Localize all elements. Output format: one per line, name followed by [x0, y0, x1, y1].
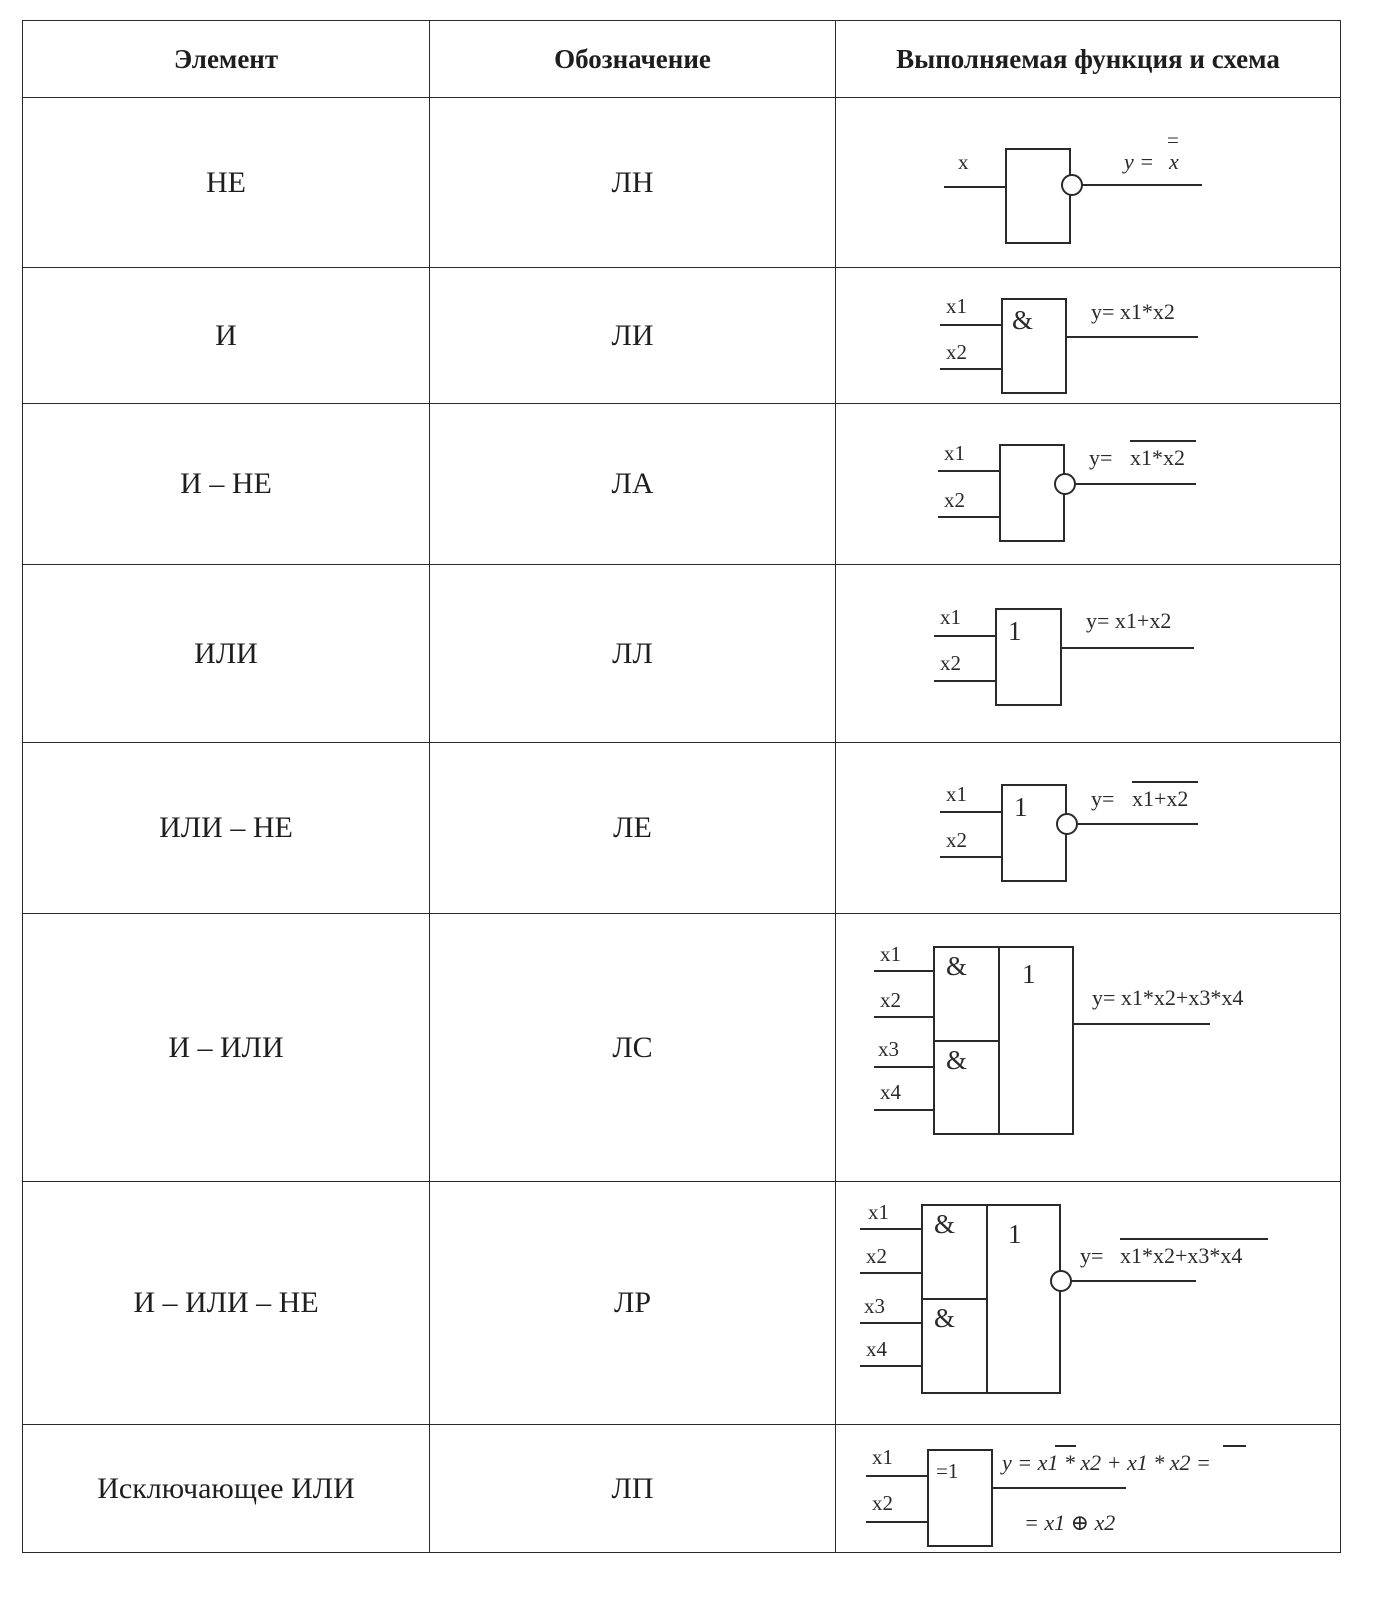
element-designation: ЛР — [430, 1182, 836, 1425]
xor-gate-diagram — [836, 1426, 1341, 1552]
function-scheme — [836, 914, 1341, 1182]
gate-symbol: & — [934, 1208, 956, 1239]
element-designation: ЛА — [430, 404, 836, 565]
input-label: x2 — [872, 1490, 893, 1515]
function-scheme — [836, 98, 1341, 268]
gate-box — [1002, 785, 1066, 881]
function-formula: y= — [1089, 444, 1113, 470]
function-scheme — [836, 565, 1341, 743]
nand-gate-diagram — [836, 405, 1341, 564]
table-row — [23, 914, 1341, 1182]
formula-negated-x2: x2 — [1169, 1449, 1191, 1475]
element-name: НЕ — [23, 98, 430, 268]
and-gate-diagram — [836, 269, 1341, 403]
function-formula: y= — [1091, 785, 1115, 811]
input-label: x4 — [866, 1336, 887, 1361]
element-designation: ЛЕ — [430, 743, 836, 914]
element-name: И – НЕ — [23, 404, 430, 565]
double-negation-mark: = — [1167, 127, 1179, 152]
or-section — [999, 947, 1073, 1134]
element-name: Исключающее ИЛИ — [23, 1425, 430, 1553]
and-or-not-gate-diagram — [836, 1183, 1341, 1424]
table-row — [23, 1182, 1341, 1425]
function-formula: y= x1*x2+x3*x4 — [1092, 984, 1244, 1010]
element-name: И — [23, 268, 430, 404]
gate-symbol: 1 — [1008, 615, 1022, 646]
element-name: И – ИЛИ – НЕ — [23, 1182, 430, 1425]
header-designation: Обозначение — [430, 21, 836, 98]
function-scheme — [836, 404, 1341, 565]
header-row — [23, 21, 1341, 98]
input-label: x4 — [880, 1079, 901, 1104]
function-scheme — [836, 1425, 1341, 1553]
element-name: И – ИЛИ — [23, 914, 430, 1182]
formula-y: y = — [1002, 1449, 1038, 1475]
function-negated-term: x1*x2+x3*x4 — [1120, 1242, 1243, 1268]
input-label: x3 — [864, 1293, 885, 1318]
inversion-circle — [1062, 175, 1082, 195]
input-label: x1 — [868, 1199, 889, 1224]
input-label: x1 — [940, 604, 961, 629]
element-designation: ЛН — [430, 98, 836, 268]
or-gate-diagram — [836, 566, 1341, 742]
input-label: x2 — [944, 487, 965, 512]
gate-symbol: & — [946, 950, 968, 981]
element-designation: ЛЛ — [430, 565, 836, 743]
input-label: x3 — [878, 1036, 899, 1061]
inversion-circle — [1055, 474, 1075, 494]
gate-symbol: 1 — [1022, 958, 1036, 989]
table-row — [23, 268, 1341, 404]
gate-symbol: & — [946, 1044, 968, 1075]
function-formula: y = — [1124, 148, 1155, 174]
input-label: x1 — [880, 941, 901, 966]
inversion-circle — [1057, 814, 1077, 834]
inversion-circle — [1051, 1271, 1071, 1291]
function-formula: y= x1*x2 — [1091, 298, 1175, 324]
input-label: x1 — [946, 781, 967, 806]
input-label: x1 — [872, 1444, 893, 1469]
formula-equals: = — [1190, 1449, 1211, 1475]
gate-box — [996, 609, 1061, 705]
table-row — [23, 404, 1341, 565]
gate-symbol: 1 — [1008, 1218, 1022, 1249]
table-row — [23, 565, 1341, 743]
input-label: x2 — [946, 827, 967, 852]
not-gate-diagram — [836, 99, 1341, 267]
input-label: x — [958, 149, 969, 174]
input-label: x2 — [946, 339, 967, 364]
nor-gate-diagram — [836, 744, 1341, 913]
input-label: x2 — [866, 1243, 887, 1268]
element-name: ИЛИ — [23, 565, 430, 743]
element-designation: ЛС — [430, 914, 836, 1182]
input-label: x2 — [940, 650, 961, 675]
input-label: x2 — [880, 987, 901, 1012]
function-formula: y= — [1080, 1242, 1104, 1268]
gate-box — [1006, 149, 1070, 243]
element-designation: ЛИ — [430, 268, 836, 404]
function-formula: y= x1+x2 — [1086, 607, 1172, 633]
formula-negated-x1: x1 — [1037, 1449, 1059, 1475]
element-designation: ЛП — [430, 1425, 836, 1553]
gate-symbol: 1 — [1014, 791, 1028, 822]
element-name: ИЛИ – НЕ — [23, 743, 430, 914]
function-variable: x — [1169, 148, 1179, 174]
function-negated-term: x1+x2 — [1132, 785, 1189, 811]
gate-symbol: =1 — [936, 1458, 959, 1483]
or-section — [987, 1205, 1060, 1393]
function-formula-line2: = x1 ⊕ x2 — [1024, 1509, 1116, 1535]
function-scheme — [836, 268, 1341, 404]
table-row — [23, 98, 1341, 268]
gate-box — [1000, 445, 1064, 541]
and-or-gate-diagram — [836, 915, 1341, 1181]
table-row — [23, 1425, 1341, 1553]
function-scheme — [836, 743, 1341, 914]
input-label: x1 — [944, 440, 965, 465]
gate-symbol: & — [1012, 304, 1034, 335]
header-function: Выполняемая функция и схема — [836, 21, 1341, 98]
logic-elements-table — [22, 20, 1341, 1553]
table-row — [23, 743, 1341, 914]
function-negated-term: x1*x2 — [1130, 444, 1185, 470]
function-formula-line1 — [1000, 1450, 1211, 1475]
formula-middle: * x2 + x1 * — [1058, 1449, 1170, 1475]
function-scheme — [836, 1182, 1341, 1425]
header-element: Элемент — [23, 21, 430, 98]
gate-symbol: & — [934, 1302, 956, 1333]
input-label: x1 — [946, 293, 967, 318]
